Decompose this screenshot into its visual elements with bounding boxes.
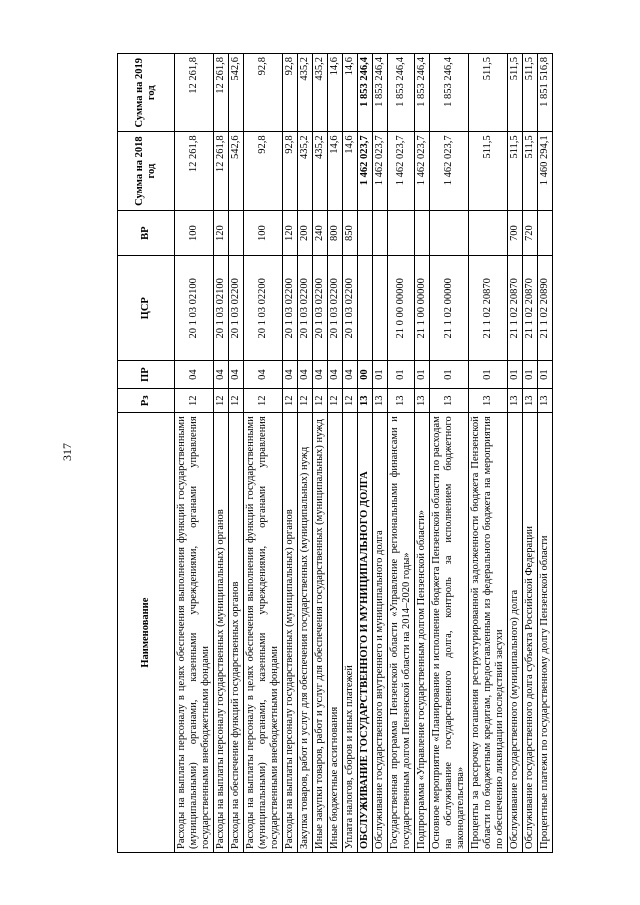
table-row xyxy=(373,53,388,852)
row-rz-cell: 12 xyxy=(343,388,358,412)
header-sum-2019: Сумма на 2019 год xyxy=(118,53,175,131)
row-sum-2019-cell: 14,6 xyxy=(343,53,358,131)
row-sum-2018-cell: 435,2 xyxy=(313,131,328,209)
row-rz-cell: 13 xyxy=(373,388,388,412)
row-csr-cell: 20 1 03 02200 xyxy=(328,256,343,361)
row-sum-2019-cell: 1 853 246,4 xyxy=(373,53,388,131)
row-pr-cell: 04 xyxy=(175,360,214,388)
header-csr: ЦСР xyxy=(118,256,175,361)
row-rz-cell: 12 xyxy=(229,388,244,412)
row-csr-cell: 20 1 03 02200 xyxy=(313,256,328,361)
row-rz-cell: 12 xyxy=(283,388,298,412)
row-rz-cell: 13 xyxy=(469,388,508,412)
row-sum-2018-cell: 511,5 xyxy=(508,131,523,209)
row-pr-cell: 04 xyxy=(298,360,313,388)
row-vr-cell xyxy=(538,210,553,256)
row-vr-cell: 200 xyxy=(298,210,313,256)
table-row xyxy=(388,53,415,852)
table-body xyxy=(175,53,553,852)
row-name-cell: Иные закупки товаров, работ и услуг для обеспечения государственных (муниципальных) нужд xyxy=(313,412,328,852)
row-rz-cell: 13 xyxy=(508,388,523,412)
row-name-cell: Проценты за рассрочку погашения реструктурированной задолженности бюджета Пензенской области по бюджетным кредитам, предоставленным из федерального бюджета на мероприятия по обеспечению ликвидации последствий засухи xyxy=(469,412,508,852)
row-name-cell: Процентные платежи по государственному долгу Пензенской области xyxy=(538,412,553,852)
row-pr-cell: 00 xyxy=(358,360,373,388)
row-name-cell: Иные бюджетные ассигнования xyxy=(328,412,343,852)
row-vr-cell: 100 xyxy=(175,210,214,256)
row-vr-cell: 850 xyxy=(343,210,358,256)
row-sum-2019-cell: 1 853 246,4 xyxy=(388,53,415,131)
row-rz-cell: 12 xyxy=(244,388,283,412)
table-row xyxy=(328,53,343,852)
row-name-cell: Подпрограмма «Управление государственным долгом Пензенской области» xyxy=(415,412,430,852)
table-row xyxy=(244,53,283,852)
row-sum-2019-cell: 1 853 246,4 xyxy=(415,53,430,131)
row-sum-2018-cell: 1 460 294,1 xyxy=(538,131,553,209)
row-pr-cell: 04 xyxy=(214,360,229,388)
row-sum-2018-cell: 511,5 xyxy=(469,131,508,209)
row-sum-2019-cell: 92,8 xyxy=(244,53,283,131)
row-sum-2018-cell: 1 462 023,7 xyxy=(373,131,388,209)
row-name-cell: Обслуживание государственного внутреннего и муниципального долга xyxy=(373,412,388,852)
table-row xyxy=(430,53,469,852)
table-row xyxy=(508,53,523,852)
row-csr-cell: 21 1 00 00000 xyxy=(415,256,430,361)
table-row xyxy=(523,53,538,852)
row-sum-2018-cell: 1 462 023,7 xyxy=(388,131,415,209)
row-csr-cell: 20 1 03 02200 xyxy=(298,256,313,361)
row-name-cell: Расходы на выплаты персоналу в целях обеспечения выполнения функций государственными (муниципальными) органами, казенными учреждениями, органами управления государственными внебюджетными фондами xyxy=(244,412,283,852)
table-row xyxy=(343,53,358,852)
row-vr-cell xyxy=(430,210,469,256)
row-pr-cell: 04 xyxy=(244,360,283,388)
row-pr-cell: 04 xyxy=(343,360,358,388)
row-pr-cell: 01 xyxy=(373,360,388,388)
row-rz-cell: 13 xyxy=(415,388,430,412)
row-pr-cell: 04 xyxy=(283,360,298,388)
row-sum-2018-cell: 92,8 xyxy=(244,131,283,209)
row-vr-cell xyxy=(373,210,388,256)
row-sum-2019-cell: 511,5 xyxy=(508,53,523,131)
row-csr-cell xyxy=(373,256,388,361)
row-sum-2019-cell: 435,2 xyxy=(313,53,328,131)
row-csr-cell: 21 1 02 20870 xyxy=(469,256,508,361)
row-sum-2019-cell: 511,5 xyxy=(469,53,508,131)
budget-table xyxy=(117,53,553,853)
row-vr-cell: 240 xyxy=(313,210,328,256)
row-vr-cell: 120 xyxy=(283,210,298,256)
table-row xyxy=(538,53,553,852)
row-rz-cell: 12 xyxy=(175,388,214,412)
row-sum-2019-cell: 12 261,8 xyxy=(175,53,214,131)
row-csr-cell: 20 1 03 02200 xyxy=(229,256,244,361)
table-header-row xyxy=(118,53,175,852)
row-pr-cell: 04 xyxy=(313,360,328,388)
row-csr-cell: 21 1 02 20870 xyxy=(508,256,523,361)
row-csr-cell: 20 1 03 02200 xyxy=(244,256,283,361)
page-number: 317 xyxy=(60,443,74,461)
row-name-cell: Государственная программа Пензенской области «Управление региональными финансами и государственным долгом Пензенской области на 2014–2020 годы» xyxy=(388,412,415,852)
row-name-cell: Расходы на выплаты персоналу в целях обеспечения выполнения функций государственными (муниципальными) органами, казенными учреждениями, органами управления государственными внебюджетными фондами xyxy=(175,412,214,852)
table-row xyxy=(313,53,328,852)
row-pr-cell: 01 xyxy=(508,360,523,388)
row-sum-2019-cell: 92,8 xyxy=(283,53,298,131)
row-csr-cell: 21 0 00 00000 xyxy=(388,256,415,361)
row-vr-cell xyxy=(358,210,373,256)
header-vr: ВР xyxy=(118,210,175,256)
row-sum-2018-cell: 1 462 023,7 xyxy=(415,131,430,209)
row-pr-cell: 04 xyxy=(328,360,343,388)
row-vr-cell: 800 xyxy=(328,210,343,256)
row-pr-cell: 01 xyxy=(538,360,553,388)
row-csr-cell: 21 1 02 20870 xyxy=(523,256,538,361)
row-sum-2019-cell: 14,6 xyxy=(328,53,343,131)
row-name-cell: Обслуживание государственного долга субъекта Российской Федерации xyxy=(523,412,538,852)
row-sum-2019-cell: 511,5 xyxy=(523,53,538,131)
row-pr-cell: 04 xyxy=(229,360,244,388)
row-sum-2019-cell: 435,2 xyxy=(298,53,313,131)
row-sum-2018-cell: 14,6 xyxy=(343,131,358,209)
row-rz-cell: 12 xyxy=(298,388,313,412)
row-sum-2018-cell: 1 462 023,7 xyxy=(430,131,469,209)
row-pr-cell: 01 xyxy=(523,360,538,388)
rotated-table-wrapper xyxy=(117,53,553,853)
row-vr-cell: 100 xyxy=(244,210,283,256)
table-row xyxy=(358,53,373,852)
row-csr-cell xyxy=(358,256,373,361)
row-csr-cell: 20 1 03 02100 xyxy=(175,256,214,361)
row-vr-cell xyxy=(229,210,244,256)
row-rz-cell: 13 xyxy=(358,388,373,412)
row-csr-cell: 21 1 02 20890 xyxy=(538,256,553,361)
row-sum-2019-cell: 1 851 516,8 xyxy=(538,53,553,131)
row-rz-cell: 13 xyxy=(523,388,538,412)
row-rz-cell: 12 xyxy=(328,388,343,412)
row-name-cell: Основное мероприятие «Планирование и исполнение бюджета Пензенской области по расходам на обслуживание государственного долга, контроль за исполнением бюджетного законодательства» xyxy=(430,412,469,852)
table-row xyxy=(214,53,229,852)
table-row xyxy=(175,53,214,852)
row-rz-cell: 13 xyxy=(430,388,469,412)
row-vr-cell xyxy=(415,210,430,256)
row-rz-cell: 12 xyxy=(313,388,328,412)
header-pr: ПР xyxy=(118,360,175,388)
row-rz-cell: 12 xyxy=(214,388,229,412)
header-sum-2018: Сумма на 2018 год xyxy=(118,131,175,209)
row-csr-cell: 20 1 03 02200 xyxy=(343,256,358,361)
row-sum-2018-cell: 511,5 xyxy=(523,131,538,209)
row-vr-cell xyxy=(388,210,415,256)
table-row xyxy=(229,53,244,852)
row-name-cell: Расходы на обеспечение функций государственных органов xyxy=(229,412,244,852)
row-vr-cell: 700 xyxy=(508,210,523,256)
row-sum-2018-cell: 14,6 xyxy=(328,131,343,209)
row-sum-2018-cell: 92,8 xyxy=(283,131,298,209)
header-rz: Рз xyxy=(118,388,175,412)
row-csr-cell: 20 1 03 02100 xyxy=(214,256,229,361)
table-row xyxy=(283,53,298,852)
row-vr-cell xyxy=(469,210,508,256)
row-sum-2018-cell: 12 261,8 xyxy=(175,131,214,209)
header-name: Наименование xyxy=(118,412,175,852)
row-sum-2018-cell: 1 462 023,7 xyxy=(358,131,373,209)
row-sum-2019-cell: 1 853 246,4 xyxy=(358,53,373,131)
row-name-cell: Расходы на выплаты персоналу государственных (муниципальных) органов xyxy=(214,412,229,852)
row-pr-cell: 01 xyxy=(430,360,469,388)
row-name-cell: Закупка товаров, работ и услуг для обеспечения государственных (муниципальных) нужд xyxy=(298,412,313,852)
row-vr-cell: 720 xyxy=(523,210,538,256)
row-name-cell: Расходы на выплаты персоналу государственных (муниципальных) органов xyxy=(283,412,298,852)
row-name-cell: Обслуживание государственного (муниципального) долга xyxy=(508,412,523,852)
row-pr-cell: 01 xyxy=(469,360,508,388)
row-name-cell: ОБСЛУЖИВАНИЕ ГОСУДАРСТВЕННОГО И МУНИЦИПАЛЬНОГО ДОЛГА xyxy=(358,412,373,852)
row-name-cell: Уплата налогов, сборов и иных платежей xyxy=(343,412,358,852)
row-pr-cell: 01 xyxy=(388,360,415,388)
row-csr-cell: 21 1 02 00000 xyxy=(430,256,469,361)
table-row xyxy=(469,53,508,852)
row-sum-2019-cell: 1 853 246,4 xyxy=(430,53,469,131)
row-sum-2019-cell: 542,6 xyxy=(229,53,244,131)
row-pr-cell: 01 xyxy=(415,360,430,388)
row-rz-cell: 13 xyxy=(538,388,553,412)
row-vr-cell: 120 xyxy=(214,210,229,256)
table-row xyxy=(298,53,313,852)
table-row xyxy=(415,53,430,852)
row-rz-cell: 13 xyxy=(388,388,415,412)
row-sum-2018-cell: 542,6 xyxy=(229,131,244,209)
row-sum-2018-cell: 435,2 xyxy=(298,131,313,209)
row-csr-cell: 20 1 03 02200 xyxy=(283,256,298,361)
row-sum-2019-cell: 12 261,8 xyxy=(214,53,229,131)
row-sum-2018-cell: 12 261,8 xyxy=(214,131,229,209)
